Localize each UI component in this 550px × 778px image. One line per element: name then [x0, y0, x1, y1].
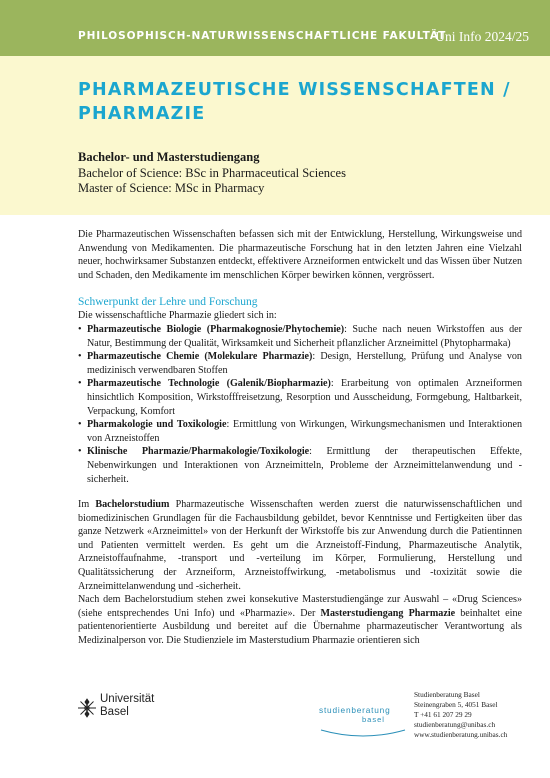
master-text-2: beinhaltet eine patientenorientierte Ausbildung und bereitet auf die Übernahme pharmazeutischer Verantwortung als Medizinalperson vor. Die Studienziele im Masterstudium Pharmazie orientieren sich: [78, 607, 522, 647]
list-item: [78, 445, 522, 486]
bachelor-prefix: Im: [78, 499, 96, 511]
bullet: •: [78, 323, 82, 335]
degree-master: Master of Science: MSc in Pharmacy: [78, 181, 265, 195]
list-item-text: : Suche nach neuen Wirkstoffen aus der Natur, Bestimmung der Qualität, Wirksamkeit und Sicherheit pflanzlicher Arzneimittel (Phytopharmaka): [87, 323, 522, 349]
bullet: •: [78, 351, 82, 363]
contact-block: [414, 690, 507, 740]
list-item-text: : Erarbeitung von optimalen Arzneiformen hinsichtlich Komposition, Wirkstofffreisetzung, Resorption und Ausscheidung, Formgebung, Haltbarkeit, Verpackung, Komfort: [87, 378, 522, 417]
list-item-text: : Design, Herstellung, Prüfung und Analyse von medizinisch verwendbaren Stoffen: [87, 351, 522, 376]
bachelor-paragraph: [78, 498, 522, 593]
uni-info-label: Uni Info 2024/25: [435, 29, 529, 44]
list-item-term: Pharmazeutische Technologie (Galenik/Biopharmazie): [87, 378, 331, 390]
studienberatung-wordmark: studienberatung: [319, 705, 391, 715]
master-text-1: Nach dem Bachelorstudium stehen zwei konsekutive Masterstudiengänge zur Auswahl – «Drug Sciences» (siehe entsprechendes Uni Info) und «Pharmazie». Der: [78, 594, 522, 619]
list-item-term: Pharmazeutische Biologie (Pharmakognosie/Phytochemie): [87, 323, 345, 335]
universitaet-basel-wordmark: [100, 693, 154, 718]
studienberatung-arc-icon: [321, 730, 405, 736]
list-item-term: Klinische Pharmazie/Pharmakologie/Toxikologie: [87, 446, 310, 458]
contact-line-name: Studienberatung Basel: [414, 690, 480, 699]
intro-paragraph: Die Pharmazeutischen Wissenschaften befassen sich mit der Entwicklung, Herstellung, Wirkungsweise und Anwendung von Medikamenten. Die pharmazeutische Forschung hat in den letzten Jahren eine Vielzahl neuer, hochwirksamer Substanzen entdeckt, effektivere Arzneiformen entwickelt und das Wissen über Nutzen und Schaden, den Medikamente im menschlichen Körper bewirken können, vergrössert.: [78, 229, 522, 281]
page-title-line-1: PHARMAZEUTISCHE WISSENSCHAFTEN /: [78, 80, 511, 100]
list-item-text: : Ermittlung von Wirkungen, Wirkungsmechanismen und Interaktionen von Arzneistoffen: [87, 419, 522, 444]
studienberatung-basel-label: basel: [362, 715, 385, 724]
main-content: [78, 228, 522, 648]
list-item: [78, 323, 522, 350]
degree-heading: Bachelor- und Masterstudiengang: [78, 150, 260, 164]
page-title: [78, 78, 528, 126]
contact-line-address: Steinengraben 5, 4051 Basel: [414, 700, 498, 709]
bullet: •: [78, 378, 82, 390]
focus-lead: Die wissenschaftliche Pharmazie gliedert sich in:: [78, 310, 277, 322]
bachelor-text: Pharmazeutische Wissenschaften werden zuerst die naturwissenschaftlichen und biomedizinischen Grundlagen für die Fachausbildung gebildet, bevor Kenntnisse und Fertigkeiten über das ganze Netzwerk «Arzneimittel» von der Herkunft der Wirkstoffe bis zur Anwendung durch die Patientinnen und Patienten vermittelt werden. Es geht um die Arzneistoff-Findung, Pharmazeutische Analytik, Arzneistoffaufnahme, -transport und -verteilung im Körper, Formulierung, Herstellung und Qualitätssicherung der Arzneiform, Arzneistoffwirkung, -metabolismus und -toxizität sowie die Arzneimittelanwendung und -sicherheit.: [78, 499, 522, 592]
list-item: [78, 418, 522, 445]
list-item: [78, 350, 522, 377]
uni-name-line-2: Basel: [100, 705, 129, 718]
section-title-focus: Schwerpunkt der Lehre und Forschung: [78, 296, 258, 309]
contact-line-email[interactable]: studienberatung@unibas.ch: [414, 720, 496, 729]
bullet: •: [78, 419, 82, 431]
bachelor-term: Bachelorstudium: [95, 499, 170, 511]
list-item-term: Pharmakologie und Toxikologie: [87, 419, 227, 431]
top-bar: [0, 0, 550, 56]
list-item-text: : Ermittlung der therapeutischen Effekte, Nebenwirkungen und Interaktionen von Arzneimitteln, Probleme der Arzneimittelanwendung und -sicherheit.: [87, 446, 522, 485]
list-item-term: Pharmazeutische Chemie (Molekulare Pharmazie): [87, 351, 313, 363]
contact-line-website[interactable]: www.studienberatung.unibas.ch: [414, 730, 508, 739]
page-title-line-2: PHARMAZIE: [78, 104, 206, 124]
list-item: [78, 377, 522, 418]
faculty-name: PHILOSOPHISCH-NATURWISSENSCHAFTLICHE FAKULTÄT: [78, 30, 447, 42]
uni-name-line-1: Universität: [100, 693, 155, 705]
master-term: Masterstudiengang Pharmazie: [320, 607, 456, 619]
master-paragraph: [78, 593, 522, 647]
focus-list: [78, 323, 522, 486]
degree-info: [78, 150, 346, 197]
bullet: •: [78, 446, 82, 458]
basilisk-emblem-icon: [78, 699, 96, 717]
contact-line-phone: T +41 61 207 29 29: [414, 710, 472, 719]
degree-bachelor: Bachelor of Science: BSc in Pharmaceutical Sciences: [78, 165, 346, 180]
